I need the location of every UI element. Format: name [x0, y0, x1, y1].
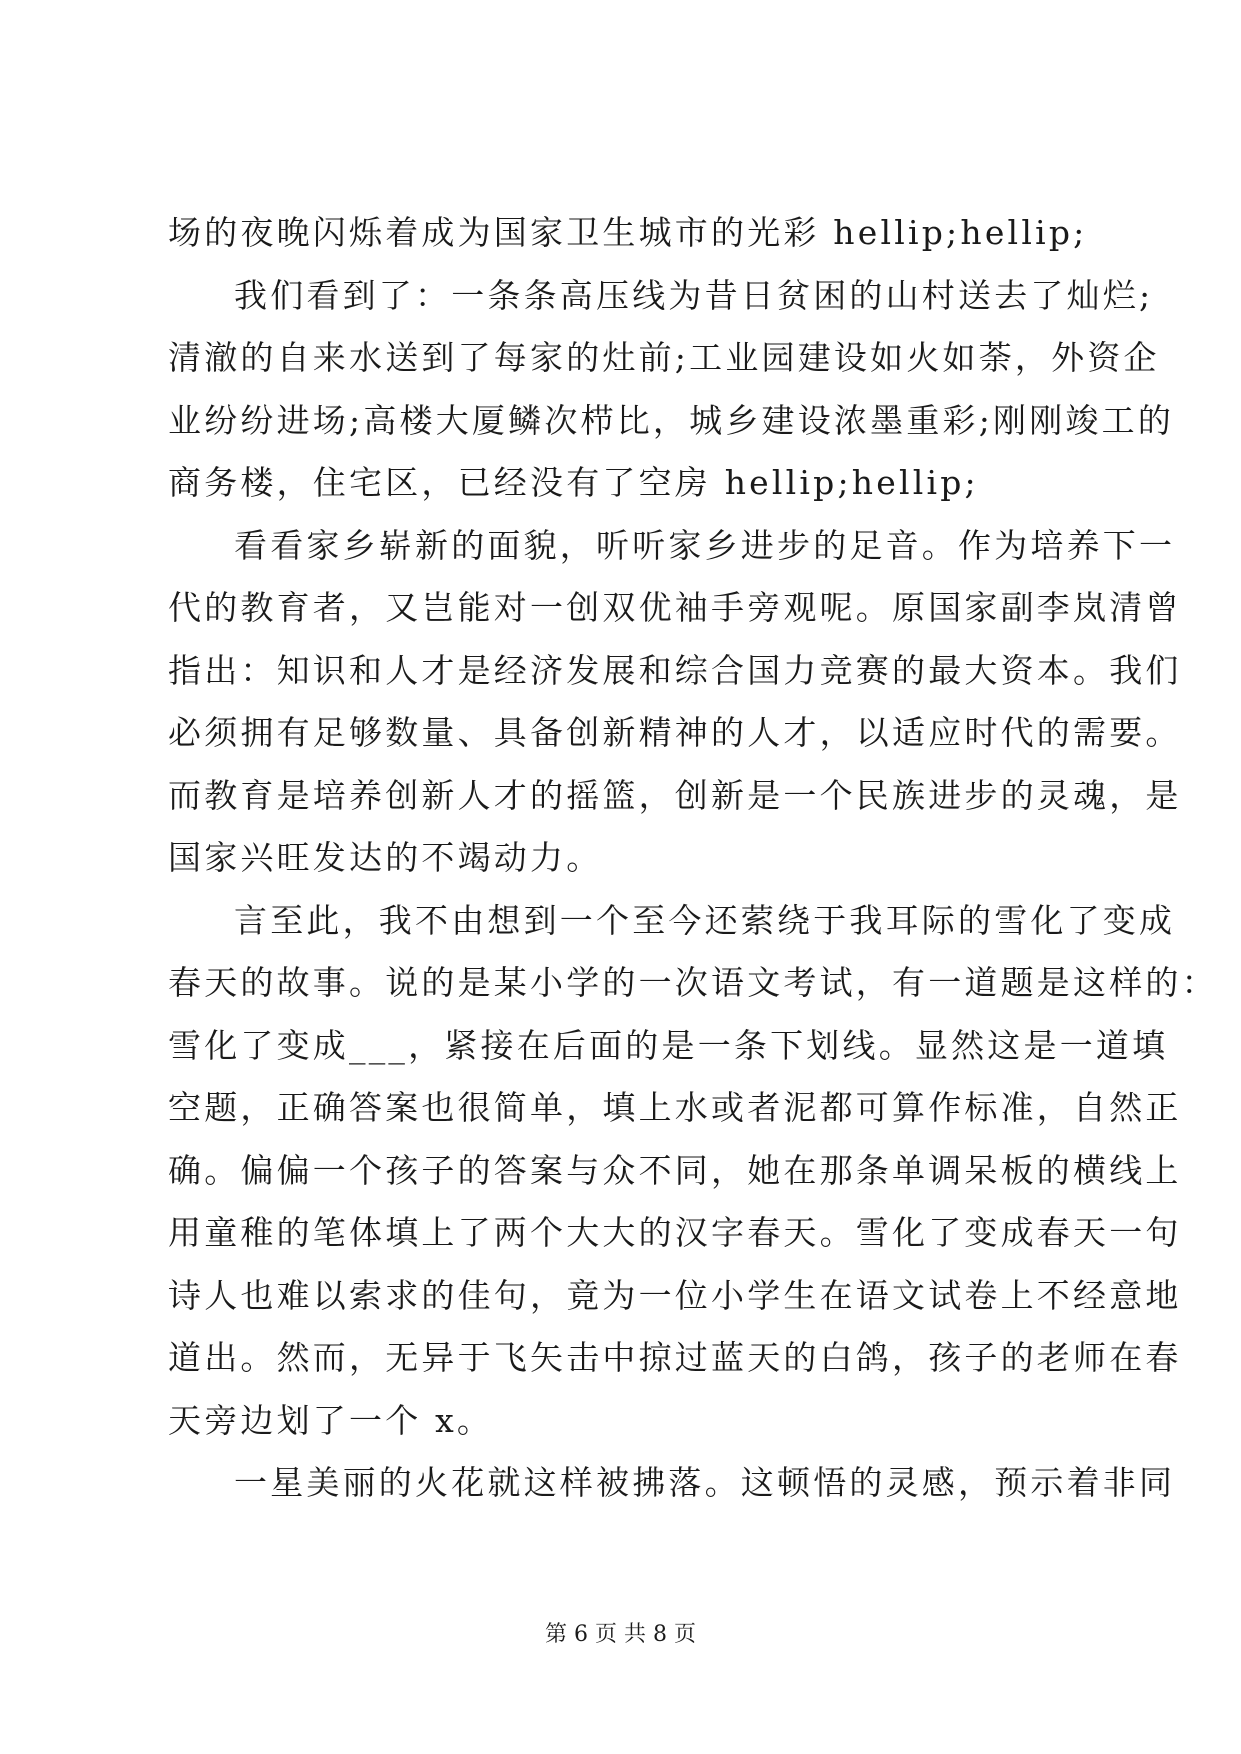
paragraph-first-line: 一星美丽的火花就这样被拂落。这顿悟的灵感，预示着非同 — [234, 1463, 1176, 1502]
text-line: 商务楼，住宅区，已经没有了空房 hellip;hellip; — [168, 463, 979, 502]
text-line: 代的教育者，又岂能对一创双优袖手旁观呢。原国家副李岚清曾 — [168, 588, 1182, 627]
paragraph-first-line: 言至此，我不由想到一个至今还萦绕于我耳际的雪化了变成 — [234, 900, 1176, 940]
text-line: 雪化了变成___，紧接在后面的是一条下划线。显然这是一道填 — [168, 1025, 1169, 1065]
text-line: 天旁边划了一个 x。 — [168, 1400, 494, 1440]
text-line: 清澈的自来水送到了每家的灶前;工业园建设如火如荼，外资企 — [168, 338, 1160, 377]
text-line: 而教育是培养创新人才的摇篮，创新是一个民族进步的灵魂，是 — [168, 775, 1182, 815]
text-line: 确。偏偏一个孩子的答案与众不同，她在那条单调呆板的横线上 — [168, 1150, 1182, 1190]
text-line: 空题，正确答案也很简单，填上水或者泥都可算作标准，自然正 — [168, 1088, 1182, 1127]
text-line: 国家兴旺发达的不竭动力。 — [168, 838, 603, 877]
text-line: 用童稚的笔体填上了两个大大的汉字春天。雪化了变成春天一句 — [168, 1213, 1182, 1252]
text-line: 诗人也难以索求的佳句，竟为一位小学生在语文试卷上不经意地 — [168, 1275, 1182, 1315]
text-line: 业纷纷进场;高楼大厦鳞次栉比，城乡建设浓墨重彩;刚刚竣工的 — [168, 400, 1175, 440]
text-line: 指出：知识和人才是经济发展和综合国力竞赛的最大资本。我们 — [168, 650, 1182, 690]
paragraph-first-line: 看看家乡崭新的面貌，听听家乡进步的足音。作为培养下一 — [234, 525, 1176, 565]
text-line: 场的夜晚闪烁着成为国家卫生城市的光彩 hellip;hellip; — [168, 213, 1088, 252]
text-line: 春天的故事。说的是某小学的一次语文考试，有一道题是这样的： — [168, 963, 1218, 1002]
text-line: 道出。然而，无异于飞矢击中掠过蓝天的白鸽，孩子的老师在春 — [168, 1338, 1182, 1377]
page-footer: 第 6 页 共 8 页 — [545, 1622, 696, 1647]
text-line: 必须拥有足够数量、具备创新精神的人才，以适应时代的需要。 — [168, 713, 1182, 752]
body-text — [168, 202, 1218, 1515]
paragraph-first-line: 我们看到了：一条条高压线为昔日贫困的山村送去了灿烂; — [234, 275, 1154, 315]
